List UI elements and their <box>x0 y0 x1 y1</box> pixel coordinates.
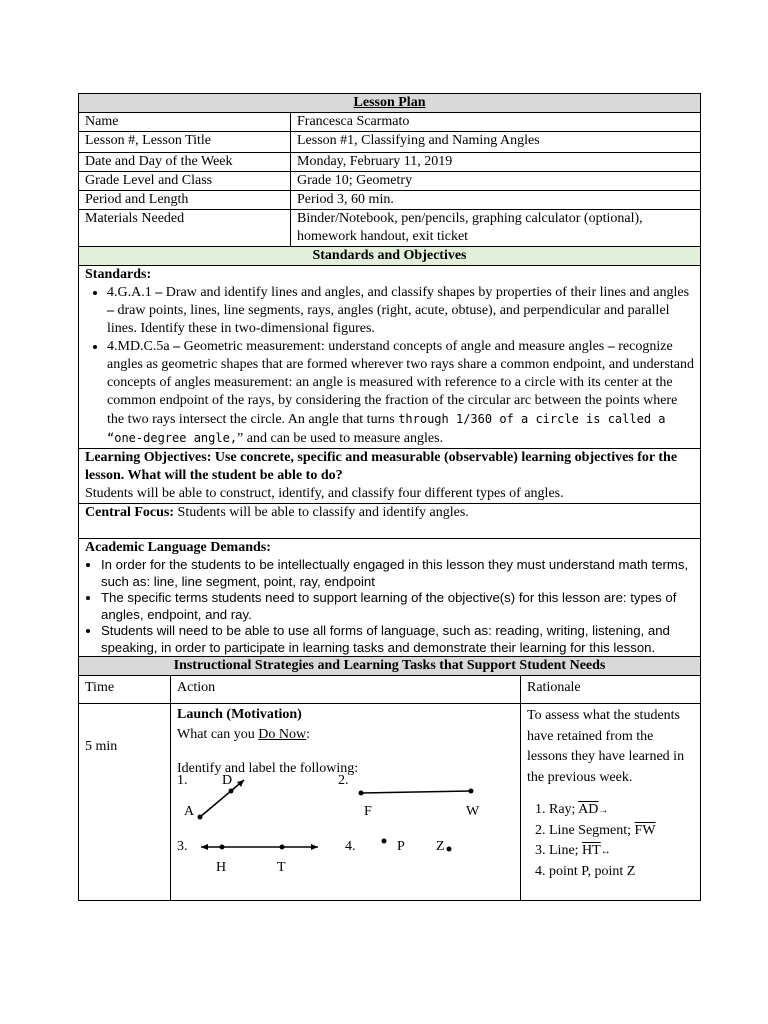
academic-language-label: Academic Language Demands: <box>85 540 271 555</box>
label: Materials Needed <box>79 210 291 247</box>
lesson-plan-title: Lesson Plan <box>79 94 701 113</box>
label-p: P <box>397 839 405 854</box>
label-d: D <box>222 773 233 788</box>
label-w: W <box>466 804 480 819</box>
row-name <box>79 113 701 132</box>
line-symbol-icon: ↔ <box>600 846 611 857</box>
point-p <box>382 839 387 844</box>
row-grade <box>79 172 701 191</box>
ray-symbol-icon: → <box>598 805 609 816</box>
row-period <box>79 191 701 210</box>
row-lesson <box>79 132 701 153</box>
academic-item: • In order for the students to be intellectually engaged in this lesson they must understand math terms, such as: line, line segment, point, ray, endpoint <box>101 557 694 590</box>
label: Name <box>79 113 291 132</box>
figure-num-4: 4. <box>345 839 356 854</box>
label: Period and Length <box>79 191 291 210</box>
standards-list <box>85 284 694 448</box>
point-w <box>469 789 474 794</box>
value: Binder/Notebook, pen/pencils, graphing calculator (optional), homework handout, exit ticket <box>291 210 701 247</box>
geometry-figure-svg <box>177 778 517 890</box>
col-action-header: Action <box>171 676 521 704</box>
standards-objectives-title: Standards and Objectives <box>79 247 701 266</box>
figure-num-2: 2. <box>338 773 349 788</box>
label-t: T <box>277 860 286 875</box>
identify-text: Identify and label the following: <box>177 761 359 776</box>
point-f <box>359 791 364 796</box>
value: Lesson #1, Classifying and Naming Angles <box>291 132 701 153</box>
answer-item: 2. Line Segment; $\overline{FW}$ <box>549 821 694 841</box>
do-now-text: What can you Do Now: <box>177 727 310 742</box>
label: Date and Day of the Week <box>79 153 291 172</box>
instructional-table <box>78 675 701 901</box>
standard-item: • 4.G.A.1 – Draw and identify lines and angles, and classify shapes by properties of their lines and angles – draw points, lines, line segments, rays, angles (right, acute, obtuse), and perpendicular and parallel lines. Identify these in two-dimensional figures. <box>107 284 694 338</box>
line-left-arrow <box>201 844 208 850</box>
academic-language-list <box>85 557 694 656</box>
answer-item: 4. point P, point Z <box>549 862 694 882</box>
answers-list <box>527 800 694 882</box>
col-rationale-header: Rationale <box>521 676 701 704</box>
row-date <box>79 153 701 172</box>
point-h <box>220 845 225 850</box>
geometry-figure <box>177 773 517 890</box>
label-a: A <box>184 804 195 819</box>
line-right-arrow <box>311 844 318 850</box>
label-h: H <box>216 860 227 875</box>
time-cell: 5 min <box>79 704 171 901</box>
central-focus-text: Students will be able to classify and identify angles. <box>174 505 469 520</box>
point-z <box>447 847 452 852</box>
objectives-label: Learning Objectives: Use concrete, specific and measurable (observable) learning objectives for the lesson. What will the student be able to do? <box>85 450 678 483</box>
lesson-plan <box>78 93 700 901</box>
label: Lesson #, Lesson Title <box>79 132 291 153</box>
value: Francesca Scarmato <box>291 113 701 132</box>
figure-num-3: 3. <box>177 839 188 854</box>
standards-label: Standards: <box>85 267 152 282</box>
label-f: F <box>364 804 372 819</box>
lesson-plan-header-table <box>78 93 701 676</box>
standard-item: • 4.MD.C.5a – Geometric measurement: understand concepts of angle and measure angles – recognize angles as geometric shapes that are formed wherever two rays share a common endpoint, and understand concepts of angles measurement: an angle is measured with reference to a circle with its center at the common endpoint of the rays, by considering the fraction of the circular arc between the points where the two rays intersect the circle. An angle that turns through 1/360 of a circle is called a “one-degree angle,” and can be used to measure angles. <box>107 338 694 448</box>
rationale-text: To assess what the students have retained from the lessons they have learned in the previous week. <box>527 708 685 785</box>
objectives-cell <box>79 449 701 504</box>
label: Grade Level and Class <box>79 172 291 191</box>
instructional-title: Instructional Strategies and Learning Tasks that Support Student Needs <box>79 657 701 676</box>
point-t <box>280 845 285 850</box>
action-cell <box>171 704 521 901</box>
value: Monday, February 11, 2019 <box>291 153 701 172</box>
label-z: Z <box>436 839 445 854</box>
answer-item: 1. Ray; $\overline{AD}\to$ <box>549 800 694 821</box>
academic-item: • Students will need to be able to use all forms of language, such as: reading, writing, listening, and speaking, in order to participate in learning tasks and demonstrate their learning for this lesson. <box>101 623 694 656</box>
point-a <box>198 815 203 820</box>
central-focus-cell <box>79 504 701 539</box>
academic-language-cell <box>79 539 701 657</box>
answer-item: 3. Line; $\overline{HT}\leftrightarrow$ <box>549 841 694 862</box>
central-focus-label: Central Focus: <box>85 505 175 520</box>
rationale-cell <box>521 704 701 901</box>
standards-cell <box>79 266 701 449</box>
col-time-header: Time <box>79 676 171 704</box>
objectives-text: Students will be able to construct, identify, and classify four different types of angles. <box>85 486 564 501</box>
row-materials <box>79 210 701 247</box>
academic-item: • The specific terms students need to support learning of the objective(s) for this lesson are: types of angles, endpoint, and ray. <box>101 590 694 623</box>
figure-num-1: 1. <box>177 773 188 788</box>
launch-label: Launch (Motivation) <box>177 707 302 722</box>
value: Grade 10; Geometry <box>291 172 701 191</box>
value: Period 3, 60 min. <box>291 191 701 210</box>
segment-fw <box>361 791 471 793</box>
